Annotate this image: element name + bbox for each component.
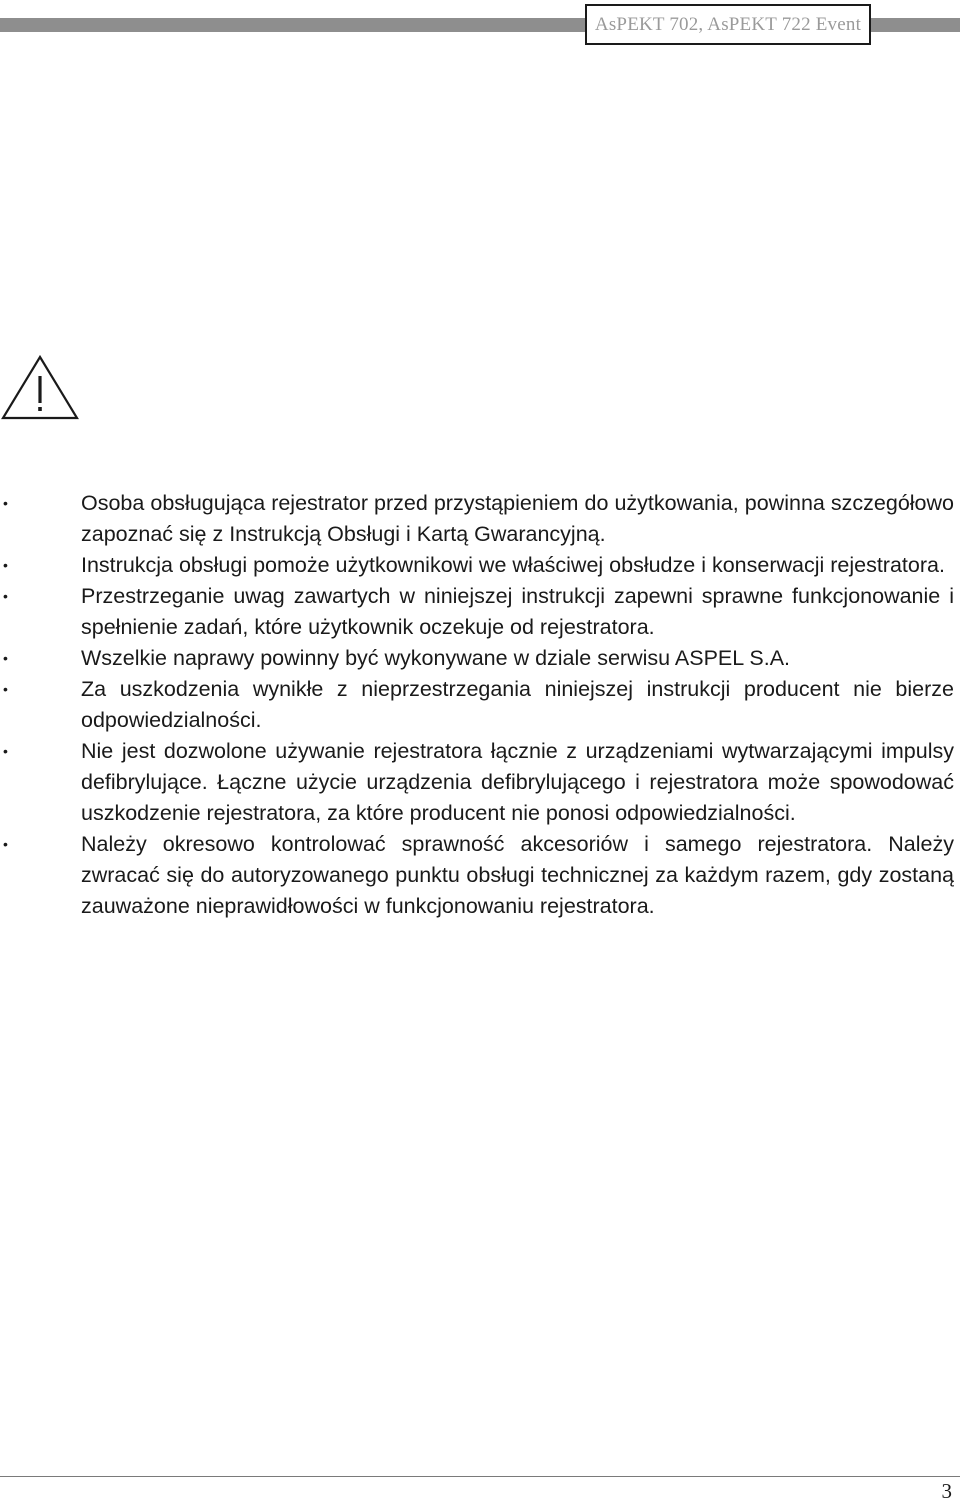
bullet-icon: • <box>3 557 8 573</box>
list-item-text: Wszelkie naprawy powinny być wykonywane w dziale serwisu ASPEL S.A. <box>81 646 791 670</box>
list-item-text: Przestrzeganie uwag zawartych w niniejszej instrukcji zapewni sprawne funkcjonowanie i spełnienie zadań, które użytkownik oczekuje od rejestratora. <box>81 584 954 639</box>
bullet-icon: • <box>3 743 8 759</box>
header-rule-right <box>871 18 960 32</box>
list-item <box>0 736 960 829</box>
bullet-icon: • <box>3 681 8 697</box>
list-item <box>0 581 960 643</box>
bullet-icon: • <box>3 588 8 604</box>
list-item-text: Nie jest dozwolone używanie rejestratora łącznie z urządzeniami wytwarzającymi impulsy defibrylujące. Łączne użycie urządzenia defibrylującego i rejestratora może spowodować uszkodzenie rejestratora, za które producent nie ponosi odpowiedzialności. <box>81 739 954 825</box>
warning-list <box>0 488 960 922</box>
bullet-icon: • <box>3 495 8 511</box>
bullet-icon: • <box>3 836 8 852</box>
header-title-box <box>585 4 871 45</box>
list-item <box>0 550 960 581</box>
header-rule-left <box>0 18 585 32</box>
bullet-icon: • <box>3 650 8 666</box>
list-item <box>0 488 960 550</box>
page-number: 3 <box>941 1479 952 1503</box>
warning-triangle-icon <box>0 354 80 420</box>
list-item <box>0 829 960 922</box>
list-item-text: Osoba obsługująca rejestrator przed przystąpieniem do użytkowania, powinna szczegółowo zapoznać się z Instrukcją Obsługi i Kartą Gwarancyjną. <box>81 491 954 546</box>
footer-rule <box>0 1476 960 1477</box>
list-item-text: Za uszkodzenia wynikłe z nieprzestrzegania niniejszej instrukcji producent nie bierze odpowiedzialności. <box>81 677 954 732</box>
list-item-text: Instrukcja obsługi pomoże użytkownikowi we właściwej obsłudze i konserwacji rejestratora. <box>81 553 945 577</box>
list-item <box>0 674 960 736</box>
document-title: AsPEKT 702, AsPEKT 722 Event <box>594 13 862 35</box>
list-item-text: Należy okresowo kontrolować sprawność akcesoriów i samego rejestratora. Należy zwracać się do autoryzowanego punktu obsługi technicznej za każdym razem, gdy zostaną zauważone nieprawidłowości w funkcjonowaniu rejestratora. <box>81 832 954 918</box>
list-item <box>0 643 960 674</box>
